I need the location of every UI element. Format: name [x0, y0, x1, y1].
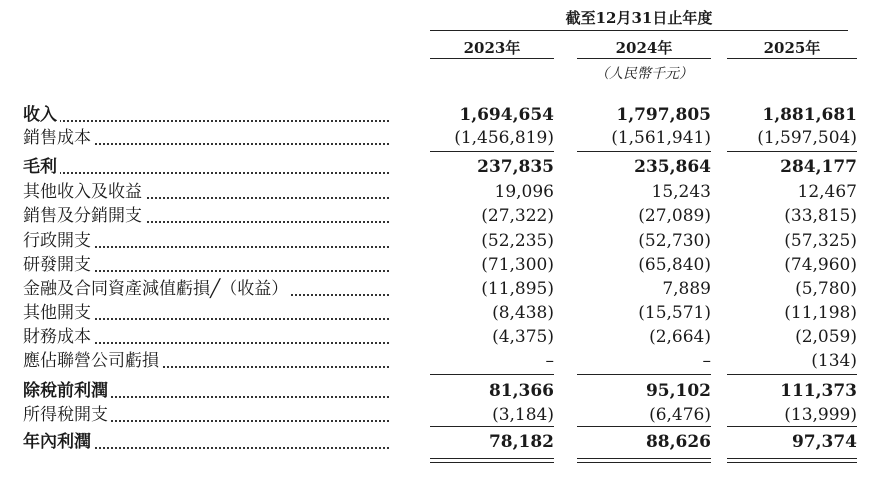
table-row	[0, 349, 881, 373]
row-value-2023: (4,375)	[492, 327, 554, 347]
table-row	[0, 103, 881, 127]
year-2025: 2025年	[763, 39, 821, 57]
row-value-2024: (15,571)	[638, 303, 711, 323]
double-rule-top-2024	[577, 458, 711, 459]
row-label	[23, 155, 423, 179]
row-value-2025: (5,780)	[795, 279, 857, 299]
row-label-text: 毛利	[23, 157, 60, 177]
table-row	[0, 204, 881, 228]
table-row	[0, 301, 881, 325]
double-rule-bottom-2025	[727, 462, 857, 463]
row-value-2023: (8,438)	[492, 303, 554, 323]
row-label-text: 所得稅開支	[23, 405, 111, 425]
rule-before-profit-2025	[727, 426, 857, 427]
row-value-2023: (1,456,819)	[454, 128, 554, 148]
row-label-text: 應佔聯營公司虧損	[23, 351, 162, 371]
rule-before-gross-profit-2024	[577, 151, 711, 152]
double-rule-bottom-2023	[430, 462, 554, 463]
row-value-2023: (11,895)	[481, 279, 554, 299]
row-label-text: 研發開支	[23, 255, 94, 275]
year-2023: 2023年	[463, 39, 521, 57]
rule-before-gross-profit-2025	[727, 151, 857, 152]
row-label	[23, 403, 423, 427]
row-label	[23, 103, 423, 127]
rule-before-pretax-2023	[430, 374, 554, 375]
row-value-2024: (6,476)	[649, 405, 711, 425]
row-label-text: 其他開支	[23, 303, 94, 323]
rule-before-pretax-2024	[577, 374, 711, 375]
row-label-text: 金融及合同資產減值虧損╱（收益）	[23, 279, 291, 299]
row-label	[23, 180, 423, 204]
leader-dots	[46, 447, 389, 449]
row-value-2025: 12,467	[797, 182, 857, 202]
row-value-2025: 284,177	[780, 157, 857, 177]
leader-dots	[46, 246, 389, 248]
row-label	[23, 349, 423, 373]
period-header: 截至12月31日止年度	[565, 9, 713, 27]
row-value-2025: 1,881,681	[762, 105, 857, 125]
row-value-2023: 19,096	[494, 182, 554, 202]
row-value-2025: (2,059)	[795, 327, 857, 347]
row-label-text: 除稅前利潤	[23, 381, 111, 401]
table-row	[0, 325, 881, 349]
row-value-2023: 81,366	[488, 381, 554, 401]
row-value-2025: 111,373	[780, 381, 857, 401]
leader-dots	[46, 143, 389, 145]
row-value-2023: 237,835	[477, 157, 554, 177]
row-value-2025: (33,815)	[784, 206, 857, 226]
row-value-2024: 88,626	[645, 432, 711, 452]
table-row	[0, 403, 881, 427]
rule-before-gross-profit-2023	[430, 151, 554, 152]
table-row	[0, 126, 881, 150]
row-value-2025: (1,597,504)	[757, 128, 857, 148]
leader-dots	[46, 342, 389, 344]
leader-dots	[46, 172, 389, 174]
rule-before-profit-2024	[577, 426, 711, 427]
row-value-2024: (27,089)	[638, 206, 711, 226]
year-underline-2025	[727, 58, 857, 59]
table-row	[0, 277, 881, 301]
year-underline-2024	[577, 58, 711, 59]
row-label-text: 財務成本	[23, 327, 94, 347]
row-value-2024: –	[702, 351, 711, 371]
row-value-2024: 1,797,805	[616, 105, 711, 125]
unit-label: （人民幣千元）	[595, 66, 693, 82]
row-value-2024: 235,864	[634, 157, 711, 177]
table-row	[0, 379, 881, 403]
row-label	[23, 325, 423, 349]
row-value-2024: (52,730)	[638, 231, 711, 251]
row-label-text: 年內利潤	[23, 432, 94, 452]
row-label	[23, 379, 423, 403]
leader-dots	[46, 270, 389, 272]
row-value-2024: 15,243	[651, 182, 711, 202]
row-label-text: 其他收入及收益	[23, 182, 145, 202]
row-label	[23, 253, 423, 277]
row-label	[23, 126, 423, 150]
row-value-2023: (3,184)	[492, 405, 554, 425]
row-label	[23, 430, 423, 454]
row-label	[23, 301, 423, 325]
row-value-2025: (134)	[811, 351, 857, 371]
row-label	[23, 229, 423, 253]
row-value-2025: (13,999)	[784, 405, 857, 425]
row-value-2023: –	[545, 351, 554, 371]
row-value-2023: 78,182	[488, 432, 554, 452]
year-underline-2023	[430, 58, 554, 59]
table-row	[0, 430, 881, 454]
row-label-text: 收入	[23, 105, 60, 125]
leader-dots	[46, 318, 389, 320]
rule-before-profit-2023	[430, 426, 554, 427]
table-row	[0, 180, 881, 204]
row-label-text: 行政開支	[23, 231, 94, 251]
row-value-2023: (52,235)	[481, 231, 554, 251]
leader-dots	[46, 120, 389, 122]
row-label-text: 銷售及分銷開支	[23, 206, 145, 226]
year-2024: 2024年	[615, 39, 673, 57]
row-value-2025: (57,325)	[784, 231, 857, 251]
row-value-2024: (65,840)	[638, 255, 711, 275]
double-rule-top-2023	[430, 458, 554, 459]
row-value-2024: 95,102	[645, 381, 711, 401]
double-rule-bottom-2024	[577, 462, 711, 463]
row-value-2024: 7,889	[662, 279, 711, 299]
row-value-2025: (11,198)	[784, 303, 857, 323]
row-value-2024: (2,664)	[649, 327, 711, 347]
row-value-2024: (1,561,941)	[611, 128, 711, 148]
row-value-2025: (74,960)	[784, 255, 857, 275]
table-row	[0, 155, 881, 179]
double-rule-top-2025	[727, 458, 857, 459]
row-value-2023: (27,322)	[481, 206, 554, 226]
period-underline	[430, 30, 848, 31]
rule-before-pretax-2025	[727, 374, 857, 375]
row-value-2025: 97,374	[791, 432, 857, 452]
table-row	[0, 253, 881, 277]
table-row	[0, 229, 881, 253]
row-label	[23, 277, 423, 301]
row-label	[23, 204, 423, 228]
row-value-2023: (71,300)	[481, 255, 554, 275]
row-value-2023: 1,694,654	[459, 105, 554, 125]
row-label-text: 銷售成本	[23, 128, 94, 148]
